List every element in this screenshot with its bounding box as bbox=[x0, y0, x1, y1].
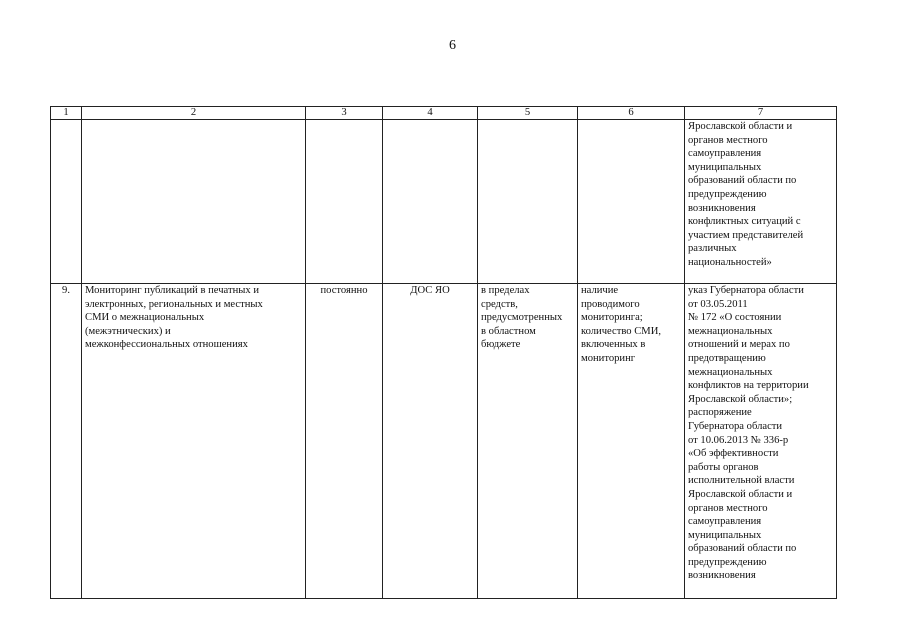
header-col-6: 6 bbox=[578, 107, 685, 120]
measure-cell bbox=[82, 284, 306, 599]
cell-text-line: межнациональных bbox=[688, 325, 773, 337]
funding-cell bbox=[478, 120, 578, 284]
row-number-cell: 9. bbox=[51, 284, 82, 599]
cell-text-line: образований области по bbox=[688, 175, 797, 187]
cell-text-line: электронных, региональных и местных bbox=[85, 298, 263, 310]
cell-text-line: Ярославской области и bbox=[688, 488, 793, 500]
cell-text-line: СМИ о межнациональных bbox=[85, 312, 205, 324]
cell-text-line: различных bbox=[688, 243, 737, 255]
cell-text-line: наличие bbox=[581, 285, 619, 296]
cell-text-line: «Об эффективности bbox=[688, 448, 779, 460]
table-header-row bbox=[51, 107, 837, 120]
executor-cell bbox=[383, 120, 478, 284]
cell-text-line: предупреждению bbox=[688, 556, 767, 568]
cell-text-line: проводимого bbox=[581, 298, 640, 310]
cell-text-line: средств, bbox=[481, 298, 518, 310]
period-cell bbox=[306, 120, 383, 284]
indicator-cell bbox=[578, 120, 685, 284]
cell-text-line: в областном bbox=[481, 325, 536, 337]
executor-cell: ДОС ЯО bbox=[383, 284, 478, 599]
cell-text-line: распоряжение bbox=[688, 407, 752, 419]
cell-text-line: бюджете bbox=[481, 339, 521, 351]
measures-table bbox=[50, 106, 837, 599]
cell-text-line: предупреждению bbox=[688, 188, 767, 200]
table-row bbox=[51, 284, 837, 599]
cell-text-line: органов местного bbox=[688, 134, 768, 146]
cell-text-line: муниципальных bbox=[688, 161, 762, 173]
header-col-1: 1 bbox=[51, 107, 82, 120]
cell-text-line: конфликтов на территории bbox=[688, 380, 809, 392]
period-cell: постоянно bbox=[306, 284, 383, 599]
cell-text-line: муниципальных bbox=[688, 529, 762, 541]
cell-text-line: национальностей» bbox=[688, 256, 772, 268]
cell-text-line: межнациональных bbox=[688, 366, 773, 378]
cell-text-line: возникновения bbox=[688, 570, 756, 582]
cell-text-line: отношений и мерах по bbox=[688, 339, 790, 351]
cell-text-line: Ярославской области и bbox=[688, 121, 793, 132]
cell-text-line: образований области по bbox=[688, 543, 797, 555]
cell-text-line: мониторинга; bbox=[581, 312, 643, 324]
header-col-7: 7 bbox=[685, 107, 837, 120]
page-number: 6 bbox=[449, 38, 456, 53]
cell-text-line: указ Губернатора области bbox=[688, 285, 804, 296]
header-col-4: 4 bbox=[383, 107, 478, 120]
cell-text-line: количество СМИ, bbox=[581, 325, 662, 337]
basis-document-cell bbox=[685, 284, 837, 599]
cell-text-line: органов местного bbox=[688, 502, 768, 514]
cell-text-line: предусмотренных bbox=[481, 312, 563, 324]
row-number-cell bbox=[51, 120, 82, 284]
cell-text-line: (межэтнических) и bbox=[85, 325, 171, 337]
cell-text-line: исполнительной власти bbox=[688, 475, 795, 487]
cell-text-line: мониторинг bbox=[581, 352, 636, 364]
cell-text-line: возникновения bbox=[688, 202, 756, 214]
table-row bbox=[51, 120, 837, 284]
cell-text-line: от 03.05.2011 bbox=[688, 298, 748, 310]
cell-text-line: конфликтных ситуаций с bbox=[688, 216, 801, 228]
cell-text-line: работы органов bbox=[688, 461, 759, 473]
cell-text-line: Губернатора области bbox=[688, 420, 783, 432]
indicator-cell bbox=[578, 284, 685, 599]
header-col-2: 2 bbox=[82, 107, 306, 120]
cell-text-line: самоуправления bbox=[688, 516, 762, 528]
header-col-3: 3 bbox=[306, 107, 383, 120]
cell-text-line: в пределах bbox=[481, 285, 530, 296]
cell-text-line: Мониторинг публикаций в печатных и bbox=[85, 285, 260, 296]
cell-text-line: самоуправления bbox=[688, 148, 762, 160]
funding-cell bbox=[478, 284, 578, 599]
cell-text-line: межконфессиональных отношениях bbox=[85, 339, 248, 351]
cell-text-line: предотвращению bbox=[688, 352, 766, 364]
cell-text-line: от 10.06.2013 № 336-р bbox=[688, 434, 789, 446]
measure-cell bbox=[82, 120, 306, 284]
header-col-5: 5 bbox=[478, 107, 578, 120]
cell-text-line: участием представителей bbox=[688, 229, 804, 241]
cell-text-line: Ярославской области»; bbox=[688, 393, 793, 405]
cell-text-line: включенных в bbox=[581, 339, 646, 351]
basis-document-cell bbox=[685, 120, 837, 284]
cell-text-line: № 172 «О состоянии bbox=[688, 312, 782, 324]
